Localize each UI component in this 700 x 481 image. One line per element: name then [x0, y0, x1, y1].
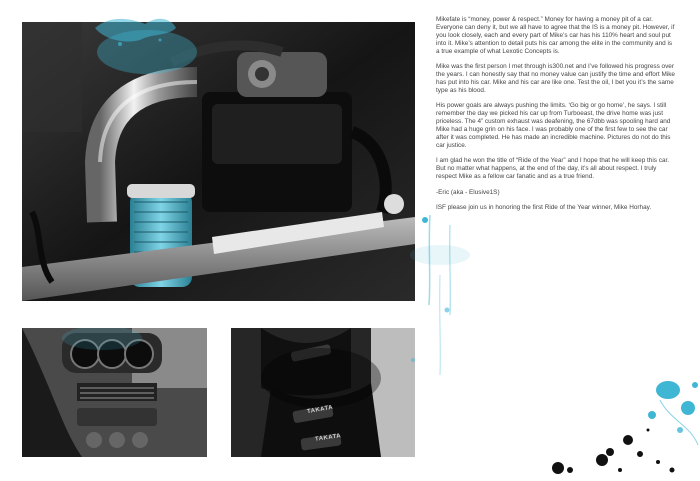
paragraph-ride-of-year: I am glad he won the title of “Ride of the Year” and I hope that he will keep this car. But no matter what happens, at the end of the day, it’s all about respect. I truly respect Mike as a fellow car fanatic and as a true friend. — [436, 157, 670, 181]
paragraph-intro: Mikefate is “money, power & respect.” Money for having a money pit of a car. Everyone can deny it, but we all have to agree that the IS is a money pit. However, if you look closely, each and every part of Mike’s car has his 110% heart and soul put into it. Mike’s attention to detail puts his car among the elite in the community and is a true example of what Lexotic Concepts is. — [436, 16, 675, 55]
paragraph-power-goals: His power goals are always pushing the limits. ‘Go big or go home’, he says. I still remember the day we picked his car up from Turboeast, the drive home was just priceless. The 4” custom exhaust was deafening, the 67dbb was spooling hard and Mike had a huge grin on his face. I was probably one of the first few to see the car after it was completed. He has made an incredible machine. Pictures do not do this car justice. — [436, 102, 671, 149]
racing-seats-photo — [231, 328, 415, 457]
seat-belt-label-upper: TAKATA — [306, 404, 334, 416]
author-signature: -Eric (aka - Elusive1S) — [436, 188, 500, 196]
ink-splatter-bottom-right — [540, 370, 700, 481]
article-body — [436, 16, 676, 220]
dashboard-gauges-photo — [22, 328, 207, 457]
paragraph-first-meeting: Mike was the first person I met through is300.net and I’ve followed his progress over the years. I can honestly say that no money value can justify the time and effort Mike has put into his car. Mike and his car are like one. Test the oil, I bet you it’s the same type as his blood. — [436, 63, 675, 94]
paragraph-closing: ISF please join us in honoring the first Ride of the Year winner, Mike Horhay. — [436, 204, 652, 212]
seat-belt-label-lower: TAKATA — [314, 433, 342, 443]
engine-bay-photo — [22, 22, 415, 301]
